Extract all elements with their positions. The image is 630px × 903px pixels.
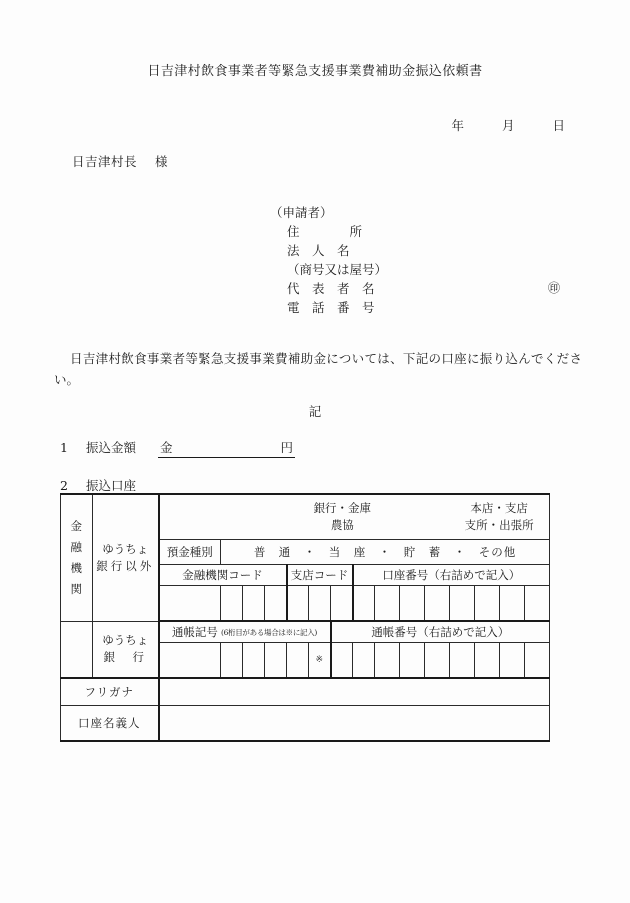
document-title: 日吉津村飲食事業者等緊急支援事業費補助金振込依頼書 bbox=[147, 64, 483, 79]
passbook-number-cell[interactable] bbox=[450, 643, 475, 679]
table-row-furigana bbox=[61, 678, 550, 706]
item-2-label: 振込口座 bbox=[86, 478, 137, 493]
date-month-label: 月 bbox=[502, 118, 515, 133]
branch-kind-labels bbox=[453, 500, 549, 534]
account-number-header: 口座番号（右詰めで記入） bbox=[353, 565, 550, 586]
passbook-number-header: 通帳番号（右詰めで記入） bbox=[331, 621, 550, 643]
account-number-cell[interactable] bbox=[375, 586, 400, 622]
applicant-address-label: 住 所 bbox=[287, 224, 363, 239]
body-paragraph bbox=[54, 348, 582, 390]
applicant-heading: （申請者） bbox=[270, 205, 333, 220]
account-number-cell[interactable] bbox=[450, 586, 475, 622]
account-holder-input[interactable] bbox=[159, 706, 550, 742]
item-1-label: 振込金額 bbox=[86, 440, 137, 455]
amount-field[interactable] bbox=[158, 438, 295, 458]
passbook-symbol-header bbox=[159, 621, 331, 643]
passbook-number-cell[interactable] bbox=[475, 643, 500, 679]
furigana-label: フリガナ bbox=[61, 678, 159, 706]
ki-mark: 記 bbox=[308, 404, 322, 419]
account-number-cell[interactable] bbox=[353, 586, 375, 622]
addressee-name: 日吉津村長 bbox=[72, 154, 138, 169]
account-number-cell[interactable] bbox=[475, 586, 500, 622]
addressee-honorific: 様 bbox=[155, 154, 169, 169]
bank-code-header: 金融機関コード bbox=[159, 565, 287, 586]
passbook-number-cell[interactable] bbox=[353, 643, 375, 679]
vertical-char-1: 金 bbox=[70, 518, 83, 533]
branch-code-cell[interactable] bbox=[287, 586, 309, 622]
bank-code-cell[interactable] bbox=[243, 586, 265, 622]
table-row-yucho-headers bbox=[61, 621, 550, 643]
item-transfer-account bbox=[60, 476, 136, 494]
passbook-number-cell[interactable] bbox=[500, 643, 525, 679]
table-row-account-holder bbox=[61, 706, 550, 742]
passbook-symbol-cell[interactable] bbox=[221, 643, 243, 679]
bank-account-table bbox=[60, 493, 550, 742]
date-line bbox=[0, 116, 630, 134]
item-transfer-amount bbox=[60, 438, 295, 458]
account-number-cell[interactable] bbox=[525, 586, 550, 622]
passbook-symbol-cell-star[interactable]: ※ bbox=[309, 643, 331, 679]
deposit-type-label: 預金種別 bbox=[159, 540, 221, 565]
passbook-symbol-note: (6桁目がある場合は※に記入) bbox=[220, 628, 318, 637]
vertical-char-2: 融 bbox=[70, 539, 83, 554]
bank-name-input-cell[interactable] bbox=[159, 494, 550, 540]
account-holder-label: 口座名義人 bbox=[61, 706, 159, 742]
passbook-symbol-cell[interactable] bbox=[243, 643, 265, 679]
bank-code-cell[interactable] bbox=[265, 586, 287, 622]
passbook-symbol-cell[interactable] bbox=[265, 643, 287, 679]
applicant-phone-label: 電 話 番 号 bbox=[287, 300, 375, 315]
item-2-number: 2 bbox=[60, 478, 68, 493]
yucho-line-1: ゆうちょ bbox=[102, 633, 149, 648]
non-yucho-line-1: ゆうちょ bbox=[102, 541, 149, 556]
vertical-char-3: 機 bbox=[70, 560, 83, 575]
non-yucho-line-2: 銀行以外 bbox=[96, 558, 155, 573]
passbook-symbol-header-text: 通帳記号 bbox=[171, 625, 218, 639]
passbook-number-cell[interactable] bbox=[525, 643, 550, 679]
passbook-number-cell[interactable] bbox=[425, 643, 450, 679]
branch-kind-line-1: 本店・支店 bbox=[470, 501, 528, 515]
branch-code-cell[interactable] bbox=[309, 586, 331, 622]
branch-code-cell[interactable] bbox=[331, 586, 353, 622]
date-year-label: 年 bbox=[451, 118, 465, 133]
vertical-char-4: 関 bbox=[70, 581, 83, 596]
vertical-label-spacer bbox=[61, 621, 93, 678]
deposit-type-choices[interactable]: 普 通 ・ 当 座 ・ 貯 蓄 ・ その他 bbox=[221, 540, 550, 565]
bank-code-cell[interactable] bbox=[221, 586, 243, 622]
bank-kind-line-1: 銀行・金庫 bbox=[313, 501, 372, 515]
bank-kind-labels bbox=[160, 500, 454, 534]
label-yucho-bank bbox=[93, 621, 159, 678]
table-row-bank-name bbox=[61, 494, 550, 540]
body-paragraph-text: 日吉津村飲食事業者等緊急支援事業費補助金については、下記の口座に振り込んでください。 bbox=[54, 351, 582, 387]
applicant-corporate-name-label: 法 人 名 bbox=[287, 243, 350, 258]
seal-icon: ㊞ bbox=[548, 281, 561, 295]
applicant-block bbox=[270, 203, 561, 317]
account-number-cell[interactable] bbox=[500, 586, 525, 622]
addressee-line bbox=[72, 152, 168, 170]
label-non-yucho-bank bbox=[93, 494, 159, 621]
passbook-symbol-cell[interactable] bbox=[287, 643, 309, 679]
bank-code-cell[interactable] bbox=[159, 586, 221, 622]
applicant-representative-label: 代 表 者 名 bbox=[287, 281, 375, 296]
bank-kind-line-2: 農協 bbox=[330, 518, 354, 532]
amount-suffix: 円 bbox=[280, 440, 294, 455]
date-day-label: 日 bbox=[552, 118, 565, 133]
yucho-line-2: 銀 行 bbox=[103, 650, 147, 665]
passbook-symbol-cell[interactable] bbox=[159, 643, 221, 679]
branch-code-header: 支店コード bbox=[287, 565, 353, 586]
item-1-number: 1 bbox=[60, 440, 68, 455]
passbook-number-cell[interactable] bbox=[375, 643, 400, 679]
passbook-number-cell[interactable] bbox=[331, 643, 353, 679]
account-number-cell[interactable] bbox=[425, 586, 450, 622]
furigana-input[interactable] bbox=[159, 678, 550, 706]
amount-prefix: 金 bbox=[160, 440, 173, 455]
branch-kind-line-2: 支所・出張所 bbox=[464, 518, 534, 532]
account-number-cell[interactable] bbox=[400, 586, 425, 622]
vertical-label-financial-institution bbox=[61, 494, 93, 621]
applicant-trade-name-label: （商号又は屋号） bbox=[287, 262, 388, 277]
passbook-number-cell[interactable] bbox=[400, 643, 425, 679]
applicant-representative-row bbox=[270, 279, 561, 298]
